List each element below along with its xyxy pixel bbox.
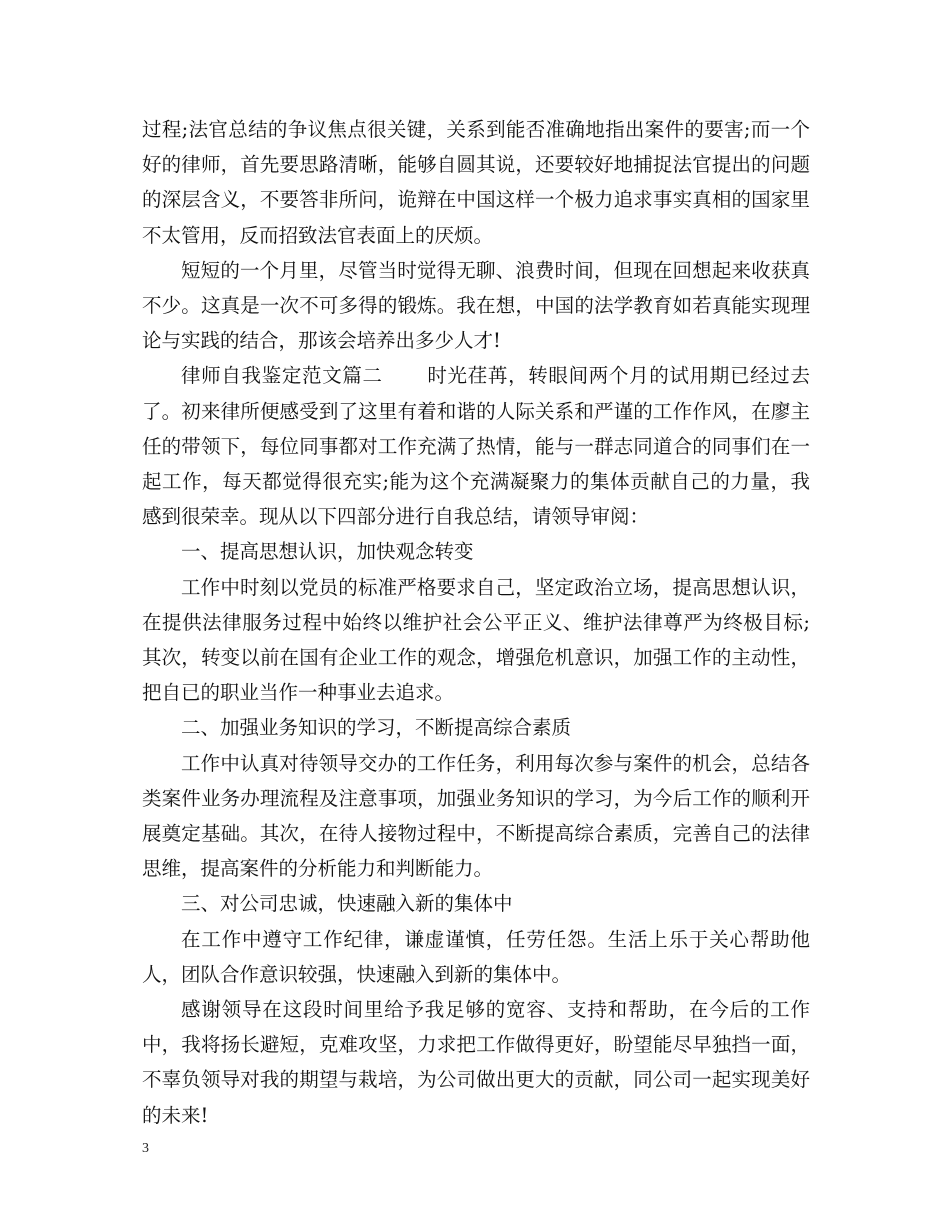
section-title: 律师自我鉴定范文篇二 — [181, 364, 383, 388]
page-number: 3 — [142, 1141, 149, 1156]
heading-learning: 二、加强业务知识的学习，不断提高综合素质 — [181, 716, 572, 740]
paragraph-closing-litigation: 过程;法官总结的争议焦点很关键，关系到能否准确地指出案件的要害;而一个好的律师，首先要思路清晰，能够自圆其说，还要较好地捕捉法官提出的问题的深层含义，不要答非所问，诡辩在中国这样一个极力追求事实真相的国家里不太管用，反而招致法官表面上的厌烦。 — [142, 118, 810, 247]
paragraph-thanks: 感谢领导在这段时间里给予我足够的宽容、支持和帮助，在今后的工作中，我将扬长避短，克难攻坚，力求把工作做得更好，盼望能尽早独挡一面，不辜负领导对我的期望与栽培，为公司做出更大的贡献，同公司一起实现美好的未来! — [142, 998, 810, 1127]
paragraph-one-month-reflection: 短短的一个月里，尽管当时觉得无聊、浪费时间，但现在回想起来收获真不少。这真是一次不可多得的锻炼。我在想，中国的法学教育如若真能实现理论与实践的结合，那该会培养出多少人才! — [142, 258, 810, 353]
heading-thinking: 一、提高思想认识，加快观念转变 — [181, 540, 474, 564]
paragraph-thinking: 工作中时刻以党员的标准严格要求自己，坚定政治立场，提高思想认识，在提供法律服务过程中始终以维护社会公平正义、维护法律尊严为终极目标;其次，转变以前在国有企业工作的观念，增强危机意识，加强工作的主动性，把自已的职业当作一种事业去追求。 — [142, 575, 810, 705]
heading-loyalty: 三、对公司忠诚，快速融入新的集体中 — [181, 892, 513, 916]
paragraph-sample-two — [142, 358, 810, 534]
paragraph-learning: 工作中认真对待领导交办的工作任务，利用每次参与案件的机会，总结各类案件业务办理流程及注意事项，加强业务知识的学习，为今后工作的顺利开展奠定基础。其次，在待人接物过程中，不断提高综合素质，完善自己的法律思维，提高案件的分析能力和判断能力。 — [142, 751, 810, 881]
paragraph-probation-intro: 时光荏苒，转眼间两个月的试用期已经过去了。初来律所便感受到了这里有着和谐的人际关系和严谨的工作作风，在廖主任的带领下，每位同事都对工作充满了热情，能与一群志同道合的同事们在一起工作，每天都觉得很充实;能为这个充满凝聚力的集体贡献自己的力量，我感到很荣幸。现从以下四部分进行自我总结，请领导审阅： — [142, 364, 810, 529]
paragraph-loyalty: 在工作中遵守工作纪律，谦虚谨慎，任劳任怨。生活上乐于关心帮助他人，团队合作意识较强，快速融入到新的集体中。 — [142, 927, 810, 986]
document-body — [142, 112, 810, 1133]
